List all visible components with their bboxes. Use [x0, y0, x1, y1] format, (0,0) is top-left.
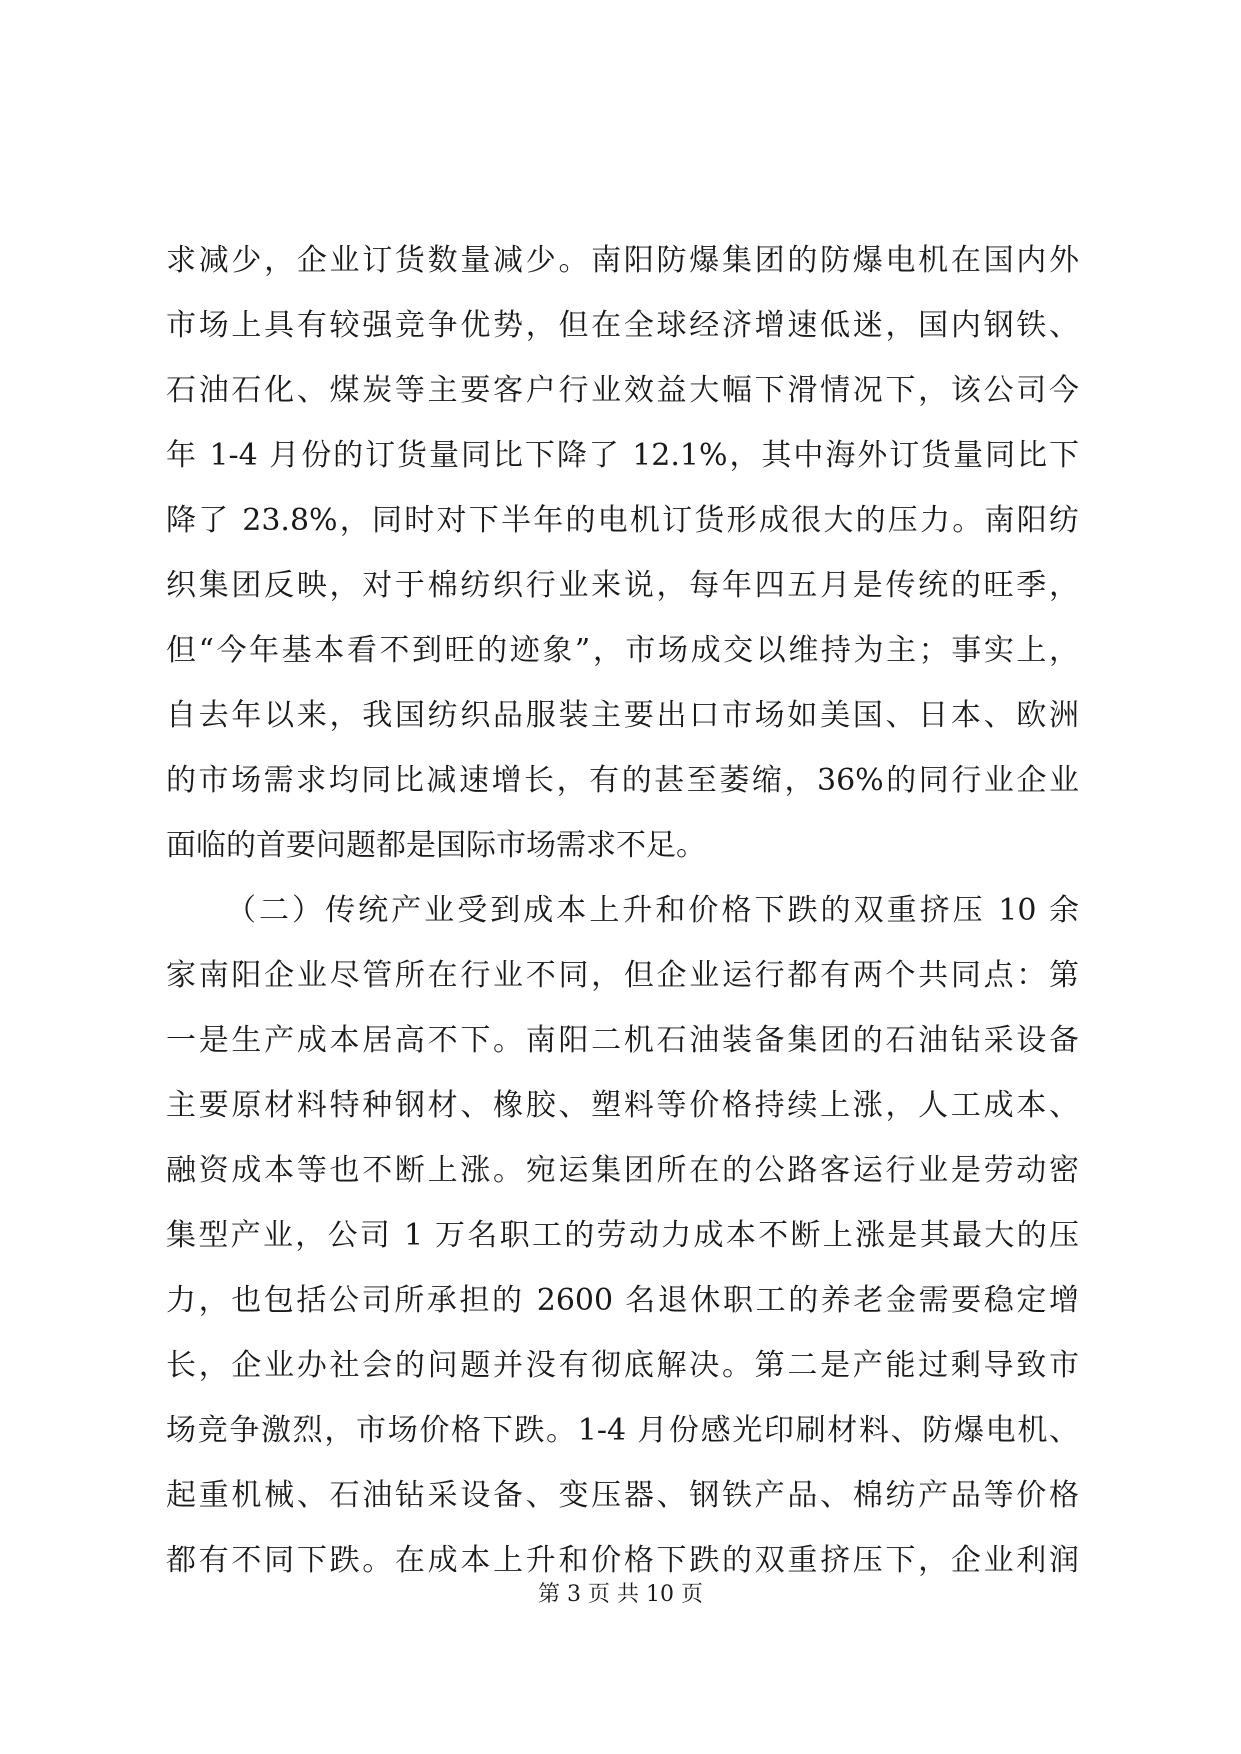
text-line: 但“今年基本看不到旺的迹象”，市场成交以维持为主；事实上，	[166, 633, 1079, 668]
text-line: 都有不同下跌。在成本上升和价格下跌的双重挤压下，企业利润	[166, 1543, 1079, 1578]
text-line: 起重机械、石油钻采设备、变压器、钢铁产品、棉纺产品等价格	[166, 1478, 1079, 1513]
text-line: 市场上具有较强竞争优势，但在全球经济增速低迷，国内钢铁、	[166, 308, 1079, 343]
text-line: 的市场需求均同比减速增长，有的甚至萎缩，36%的同行业企业	[166, 763, 1079, 798]
text-line: 家南阳企业尽管所在行业不同，但企业运行都有两个共同点：第	[166, 958, 1079, 993]
text-line: 年 1-4 月份的订货量同比下降了 12.1%，其中海外订货量同比下	[166, 438, 1079, 473]
text-line: 融资成本等也不断上涨。宛运集团所在的公路客运行业是劳动密	[166, 1153, 1079, 1188]
text-line: 场竞争激烈，市场价格下跌。1-4 月份感光印刷材料、防爆电机、	[166, 1413, 1079, 1448]
text-line: 一是生产成本居高不下。南阳二机石油装备集团的石油钻采设备	[166, 1023, 1079, 1058]
text-line: 力，也包括公司所承担的 2600 名退休职工的养老金需要稳定增	[166, 1283, 1079, 1318]
text-line: 长，企业办社会的问题并没有彻底解决。第二是产能过剩导致市	[166, 1348, 1079, 1383]
text-line: 织集团反映，对于棉纺织行业来说，每年四五月是传统的旺季，	[166, 568, 1079, 603]
text-line: 自去年以来，我国纺织品服装主要出口市场如美国、日本、欧洲	[166, 698, 1079, 733]
text-line: 石油石化、煤炭等主要客户行业效益大幅下滑情况下，该公司今	[166, 373, 1079, 408]
section-heading-line: （二）传统产业受到成本上升和价格下跌的双重挤压 10 余	[226, 893, 1079, 928]
text-line: 主要原材料特种钢材、橡胶、塑料等价格持续上涨，人工成本、	[166, 1088, 1079, 1123]
text-line: 求减少，企业订货数量减少。南阳防爆集团的防爆电机在国内外	[166, 243, 1079, 278]
text-line: 集型产业，公司 1 万名职工的劳动力成本不断上涨是其最大的压	[166, 1218, 1079, 1253]
text-line: 面临的首要问题都是国际市场需求不足。	[166, 828, 706, 863]
page-number-footer: 第 3 页 共 10 页	[538, 1582, 703, 1607]
body-text	[166, 228, 1079, 1593]
text-line: 降了 23.8%，同时对下半年的电机订货形成很大的压力。南阳纺	[166, 503, 1079, 538]
